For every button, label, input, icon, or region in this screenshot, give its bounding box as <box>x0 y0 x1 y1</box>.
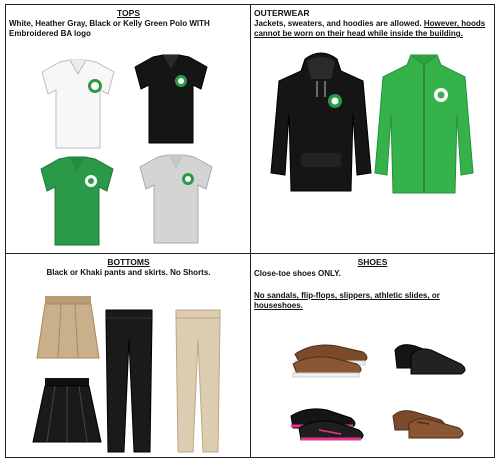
heather-gray-polo-image <box>140 155 212 243</box>
black-skirt-image <box>33 378 101 442</box>
bottoms-description: Black or Khaki pants and skirts. No Shorts. <box>46 268 211 277</box>
tops-section <box>6 5 251 254</box>
black-pants-image <box>106 310 152 452</box>
tops-description: White, Heather Gray, Black or Kelly Green Polo WITH Embroidered BA logo <box>9 19 210 38</box>
bottoms-heading: BOTTOMS <box>107 257 150 267</box>
pink-sneakers-image <box>291 409 363 440</box>
green-polo-image <box>41 157 113 245</box>
black-polo-image <box>135 55 207 143</box>
black-hoodie-image <box>271 53 371 191</box>
bottoms-section <box>6 254 251 457</box>
outerwear-images <box>251 5 494 254</box>
outerwear-text: Jackets, sweaters, and hoodies are allowed. <box>254 19 424 28</box>
shoes-heading: SHOES <box>357 257 388 267</box>
shoes-description: Close-toe shoes ONLY. <box>254 269 341 278</box>
outerwear-heading: OUTERWEAR <box>254 8 310 18</box>
outerwear-section <box>251 5 494 254</box>
dress-code-sheet <box>5 4 495 458</box>
brown-loafers-image <box>393 411 463 438</box>
shoes-restrictions: No sandals, flip-flops, slippers, athletic slides, or houseshoes. <box>254 291 440 310</box>
boat-shoes-image <box>293 345 367 377</box>
khaki-skirt-image <box>37 296 99 358</box>
outerwear-hood-rule: However, hoods cannot be worn on their head while inside the building. <box>254 19 486 38</box>
polo-images <box>6 5 251 254</box>
shoes-section <box>251 254 494 457</box>
black-dress-shoes-image <box>395 345 465 374</box>
khaki-pants-image <box>176 310 220 452</box>
bottoms-images <box>6 254 251 457</box>
white-polo-image <box>42 60 114 148</box>
green-jacket-image <box>375 55 473 193</box>
shoe-images <box>251 254 494 457</box>
tops-heading: TOPS <box>117 8 140 18</box>
